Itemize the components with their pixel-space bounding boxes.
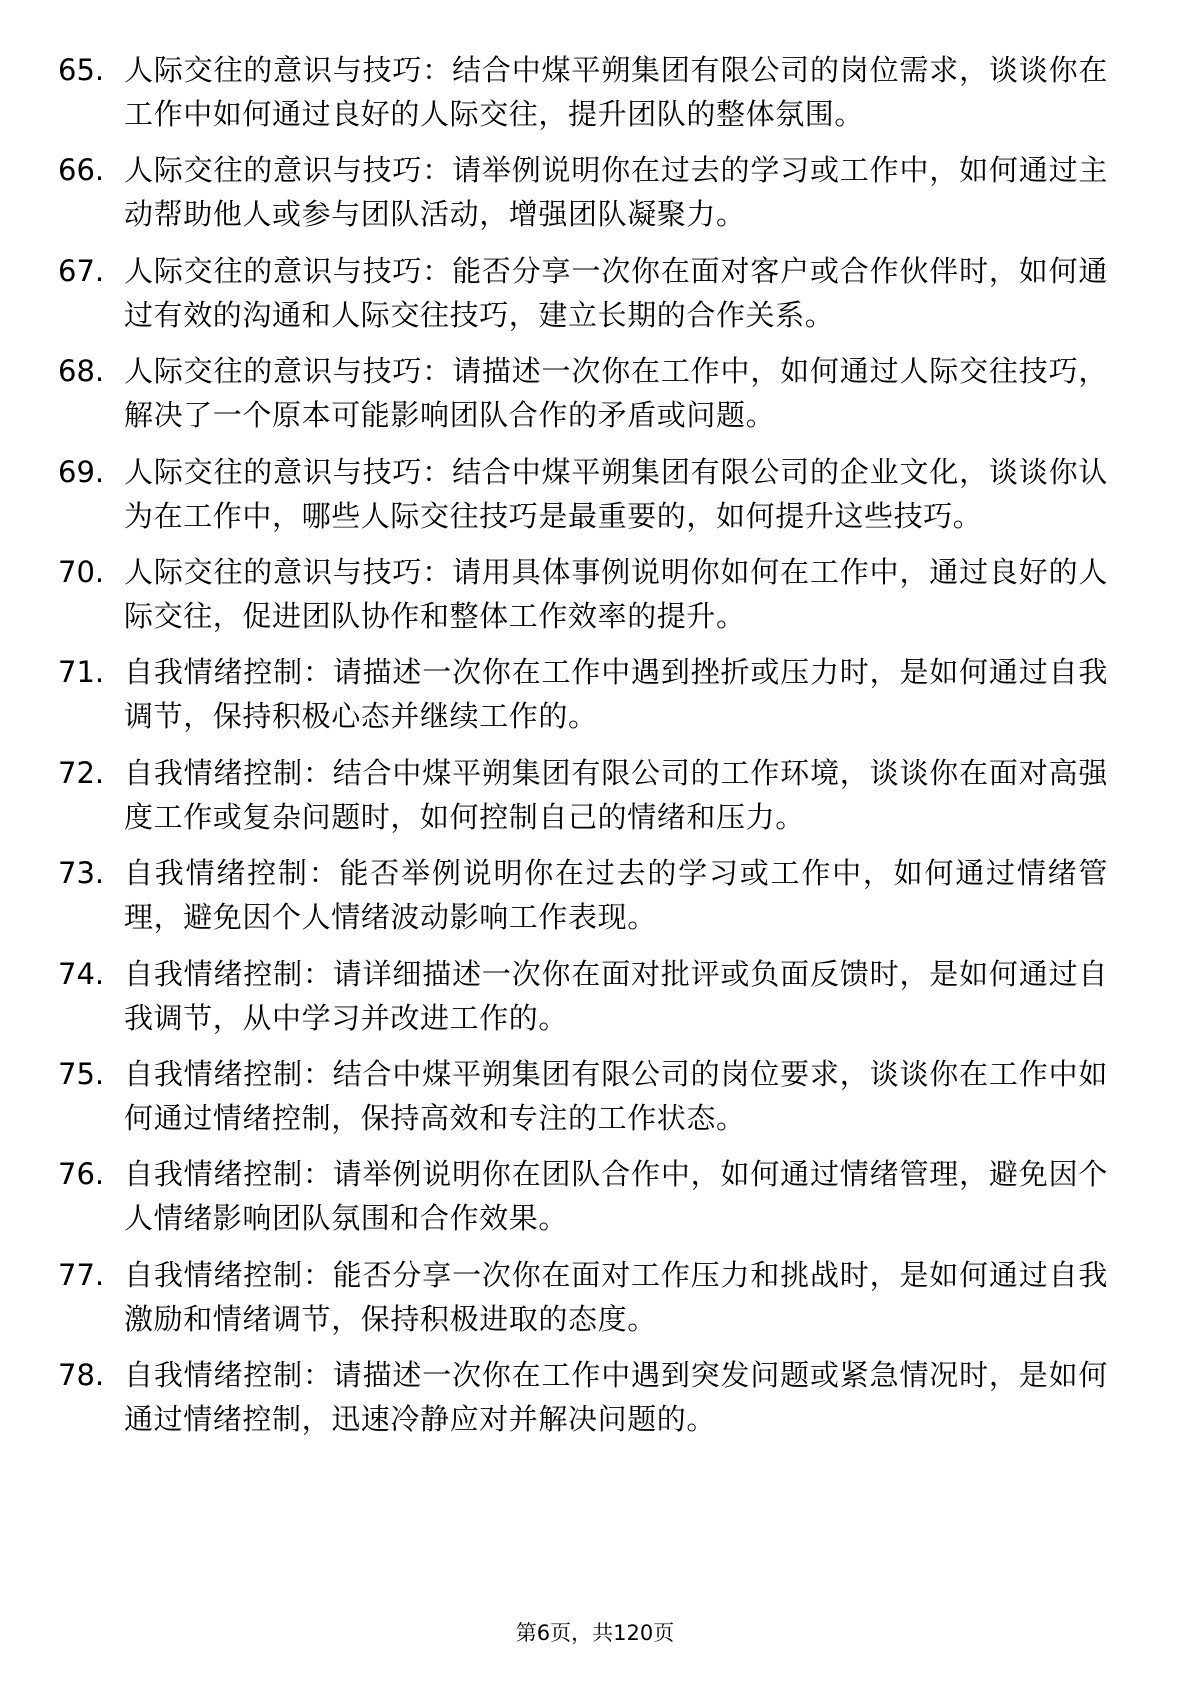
question-item-67	[58, 249, 1108, 337]
question-number: 72.	[58, 755, 105, 790]
question-number: 65.	[58, 53, 105, 87]
question-text: 自我情绪控制：请描述一次你在工作中遇到突发问题或紧急情况时，是如何通过情绪控制，迅速冷静应对并解决问题的。	[124, 1358, 1108, 1437]
question-text: 人际交往的意识与技巧：结合中煤平朔集团有限公司的岗位需求，谈谈你在工作中如何通过良好的人际交往，提升团队的整体氛围。	[124, 53, 1108, 131]
question-number: 78.	[58, 1358, 105, 1393]
question-text: 人际交往的意识与技巧：请举例说明你在过去的学习或工作中，如何通过主动帮助他人或参与团队活动，增强团队凝聚力。	[124, 153, 1108, 232]
question-item-76	[58, 1152, 1108, 1240]
question-text: 自我情绪控制：结合中煤平朔集团有限公司的工作环境，谈谈你在面对高强度工作或复杂问题时，如何控制自己的情绪和压力。	[124, 755, 1108, 834]
question-text: 自我情绪控制：能否分享一次你在面对工作压力和挑战时，是如何通过自我激励和情绪调节，保持积极进取的态度。	[124, 1257, 1108, 1336]
page-number-footer: 第6页，共120页	[515, 1621, 675, 1645]
question-item-75	[58, 1052, 1108, 1140]
question-item-78	[58, 1353, 1108, 1441]
question-item-65	[58, 48, 1108, 136]
question-text: 人际交往的意识与技巧：能否分享一次你在面对客户或合作伙伴时，如何通过有效的沟通和人际交往技巧，建立长期的合作关系。	[124, 253, 1108, 332]
question-number: 70.	[58, 554, 105, 589]
question-text: 人际交往的意识与技巧：请用具体事例说明你如何在工作中，通过良好的人际交往，促进团队协作和整体工作效率的提升。	[124, 554, 1108, 633]
question-text: 自我情绪控制：请举例说明你在团队合作中，如何通过情绪管理，避免因个人情绪影响团队氛围和合作效果。	[124, 1157, 1108, 1236]
question-text: 自我情绪控制：结合中煤平朔集团有限公司的岗位要求，谈谈你在工作中如何通过情绪控制，保持高效和专注的工作状态。	[124, 1056, 1108, 1135]
question-item-69	[58, 450, 1108, 538]
question-list	[58, 48, 1108, 1453]
question-item-77	[58, 1253, 1108, 1341]
question-number: 68.	[58, 354, 105, 389]
question-item-71	[58, 650, 1108, 738]
question-text: 自我情绪控制：能否举例说明你在过去的学习或工作中，如何通过情绪管理，避免因个人情绪波动影响工作表现。	[124, 856, 1108, 935]
question-text: 人际交往的意识与技巧：结合中煤平朔集团有限公司的企业文化，谈谈你认为在工作中，哪些人际交往技巧是最重要的，如何提升这些技巧。	[124, 454, 1108, 533]
question-number: 77.	[58, 1257, 105, 1292]
question-text: 自我情绪控制：请详细描述一次你在面对批评或负面反馈时，是如何通过自我调节，从中学习并改进工作的。	[124, 956, 1108, 1035]
question-item-66	[58, 148, 1108, 236]
question-number: 76.	[58, 1157, 105, 1192]
question-number: 74.	[58, 956, 105, 991]
question-number: 73.	[58, 856, 105, 891]
question-item-72	[58, 751, 1108, 839]
question-number: 71.	[58, 655, 105, 690]
question-item-68	[58, 349, 1108, 437]
question-item-70	[58, 550, 1108, 638]
question-item-74	[58, 952, 1108, 1040]
question-text: 自我情绪控制：请描述一次你在工作中遇到挫折或压力时，是如何通过自我调节，保持积极心态并继续工作的。	[124, 655, 1108, 734]
question-number: 66.	[58, 153, 105, 188]
question-number: 67.	[58, 253, 105, 288]
question-text: 人际交往的意识与技巧：请描述一次你在工作中，如何通过人际交往技巧，解决了一个原本可能影响团队合作的矛盾或问题。	[124, 354, 1108, 433]
question-number: 75.	[58, 1056, 105, 1091]
question-item-73	[58, 851, 1108, 939]
question-number: 69.	[58, 454, 105, 489]
